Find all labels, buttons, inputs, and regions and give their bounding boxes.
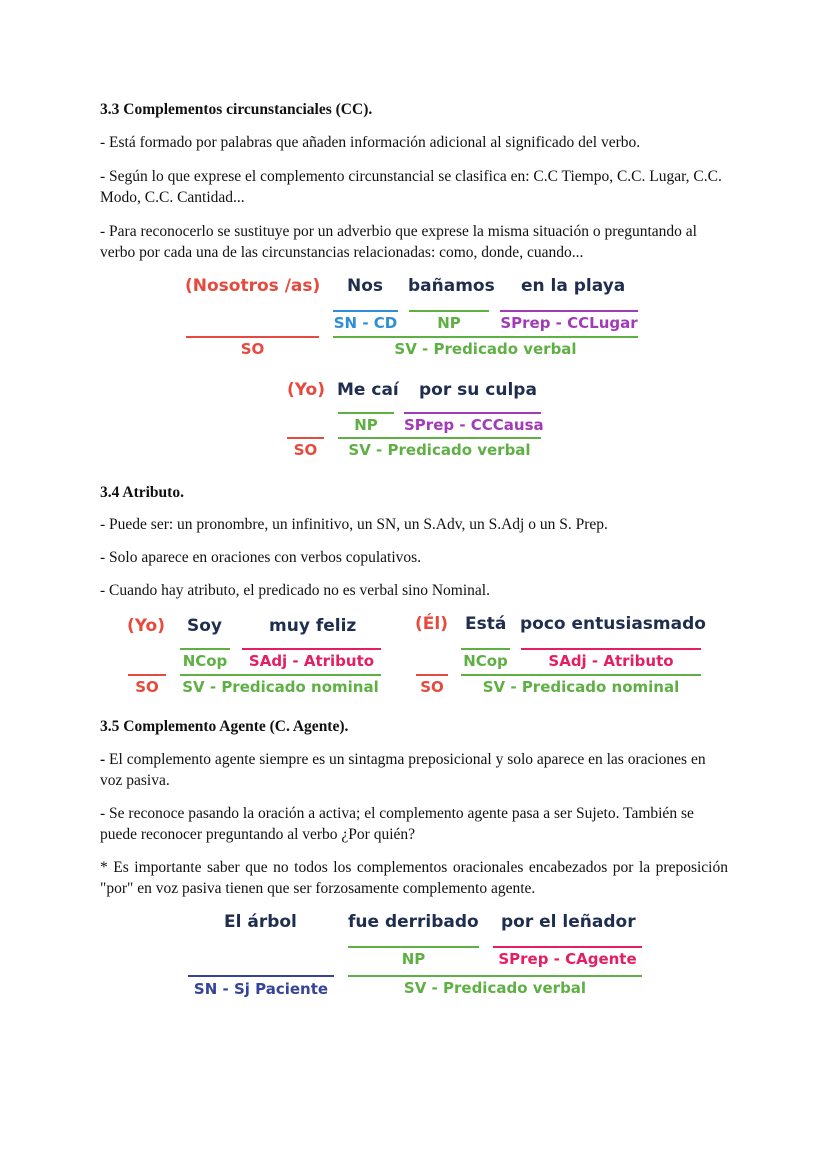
sadj-label: SAdj - Atributo xyxy=(248,652,375,670)
so-line xyxy=(128,674,166,676)
verb-word: Soy xyxy=(187,616,223,636)
so-label: SO xyxy=(293,441,318,459)
subject-word: (Nosotros /as) xyxy=(185,276,321,296)
sn-cd-label: SN - CD xyxy=(333,314,398,332)
subject-word: (Yo) xyxy=(127,616,165,636)
np-line xyxy=(409,310,489,312)
paragraph xyxy=(100,749,728,791)
paragraph: - Según lo que exprese el complemento circunstancial se clasifica en: C.C Tiempo, C.C. Lugar, C.C. Modo, C.C. Cantidad... xyxy=(100,168,722,206)
np-line xyxy=(338,412,394,414)
so-line xyxy=(287,437,324,439)
sv-label: SV - Predicado nominal xyxy=(482,678,680,696)
so-label: SO xyxy=(420,678,444,696)
sprep-line xyxy=(493,946,642,948)
so-line xyxy=(416,674,448,676)
subject-word: El árbol xyxy=(224,912,297,932)
sv-line xyxy=(338,437,541,439)
sv-label: SV - Predicado verbal xyxy=(394,340,577,358)
sv-label: SV - Predicado nominal xyxy=(182,678,379,696)
paragraph: - Cuando hay atributo, el predicado no es verbal sino Nominal. xyxy=(100,582,490,599)
so-label: SO xyxy=(240,340,265,358)
attribute-word: poco entusiasmado xyxy=(520,614,706,634)
ncop-label: NCop xyxy=(463,652,508,670)
np-label: NP xyxy=(437,314,461,332)
sprep-label: SPrep - CCLugar xyxy=(500,314,638,332)
complement-word: en la playa xyxy=(521,276,626,296)
bold-dash: - xyxy=(100,751,106,768)
paragraph: - Puede ser: un pronombre, un infinitivo, un SN, un S.Adv, un S.Adj o un S. Prep. xyxy=(100,516,608,533)
word: Nos xyxy=(347,276,384,296)
paragraph-text: El complemento agente siempre es un sintagma preposicional y solo aparece en las oraciones en voz pasiva. xyxy=(100,751,706,789)
np-label: NP xyxy=(401,950,426,968)
sadj-line xyxy=(521,648,701,650)
sv-line xyxy=(333,336,638,338)
sv-line xyxy=(348,975,642,977)
sv-label: SV - Predicado verbal xyxy=(403,979,587,997)
verb-word: Me caí xyxy=(337,380,399,400)
paragraph: - Se reconoce pasando la oración a activa; el complemento agente pasa a ser Sujeto. También se puede reconocer preguntando al verbo ¿Por quién? xyxy=(100,805,694,843)
subject-label: SN - Sj Paciente xyxy=(193,980,329,998)
so-line xyxy=(186,336,319,338)
ncop-label: NCop xyxy=(182,652,228,670)
agent-word: por el leñador xyxy=(501,912,636,932)
ncop-line xyxy=(180,648,230,650)
attribute-word: muy feliz xyxy=(269,616,357,636)
verb-word: Está xyxy=(465,614,507,634)
subject-line xyxy=(188,975,334,977)
sv-line xyxy=(180,674,381,676)
sprep-label: SPrep - CCCausa xyxy=(404,416,544,434)
section-3-5-heading: 3.5 Complemento Agente (C. Agente). xyxy=(100,718,349,735)
ncop-line xyxy=(461,648,510,650)
verb-word: bañamos xyxy=(408,276,495,296)
complement-word: por su culpa xyxy=(419,380,537,400)
paragraph: * Es importante saber que no todos los complementos oracionales encabezados por la preposición "por" en voz pasiva tienen que ser forzosamente complemento agente. xyxy=(100,859,728,897)
paragraph: - Para reconocerlo se sustituye por un adverbio que exprese la misma situación o preguntando al verbo por cada una de las circunstancias relacionadas: como, donde, cuando... xyxy=(100,223,697,261)
sv-line xyxy=(461,674,701,676)
sadj-label: SAdj - Atributo xyxy=(548,652,674,670)
sprep-line xyxy=(500,310,638,312)
so-label: SO xyxy=(135,678,159,696)
np-line xyxy=(348,946,479,948)
section-3-3-heading: 3.3 Complementos circunstanciales (CC). xyxy=(100,101,373,118)
paragraph: - Está formado por palabras que añaden información adicional al significado del verbo. xyxy=(100,134,641,151)
paragraph: - Solo aparece en oraciones con verbos copulativos. xyxy=(100,549,422,566)
sv-label: SV - Predicado verbal xyxy=(348,441,531,459)
sprep-line xyxy=(404,412,541,414)
np-label: NP xyxy=(354,416,378,434)
sadj-line xyxy=(242,648,381,650)
sprep-label: SPrep - CAgente xyxy=(498,950,637,968)
subject-word: (Él) xyxy=(415,614,448,634)
section-3-4-heading: 3.4 Atributo. xyxy=(100,484,184,501)
sn-cd-line xyxy=(333,310,398,312)
verb-word: fue derribado xyxy=(348,912,479,932)
subject-word: (Yo) xyxy=(287,380,325,400)
